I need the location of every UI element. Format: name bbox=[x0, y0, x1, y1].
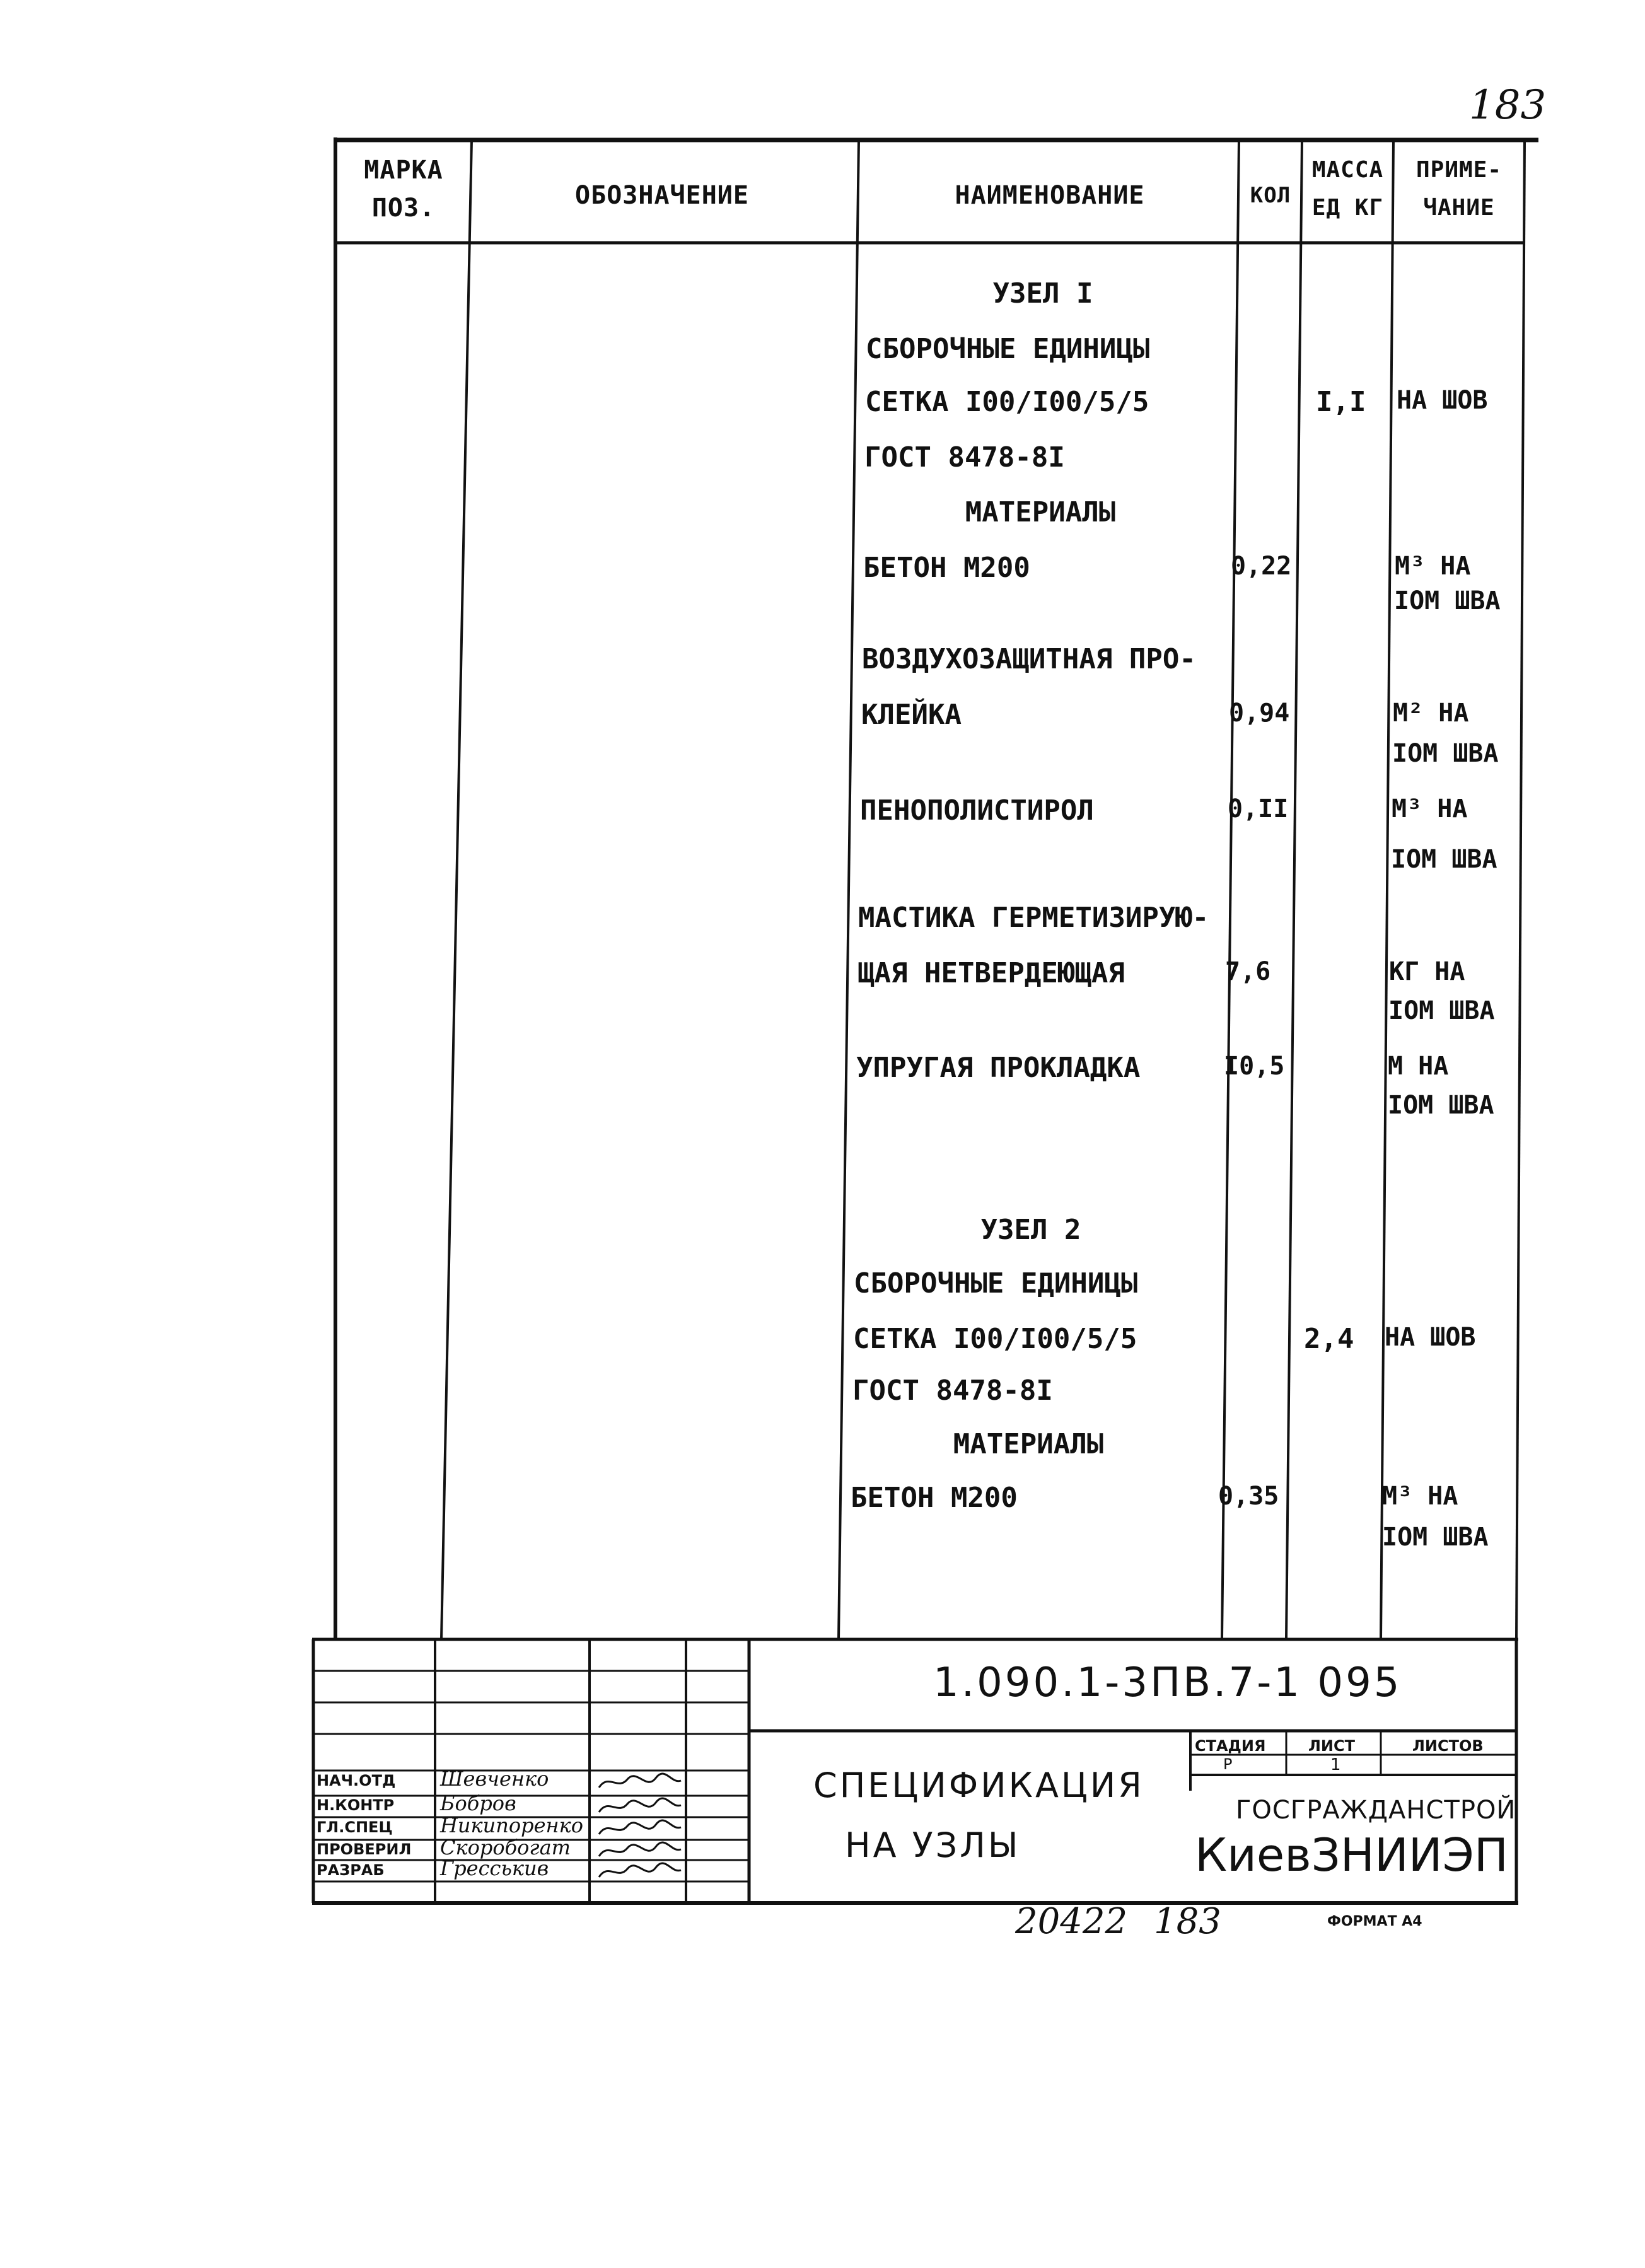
spec-item-name: СЕТКА I00/I00/5/5 bbox=[865, 386, 1149, 418]
handwritten-signature bbox=[596, 1772, 684, 1793]
signature-role: Н.КОНТР bbox=[317, 1796, 395, 1814]
spec-item-mass: I,I bbox=[1316, 386, 1366, 418]
spec-item-note: М НА bbox=[1388, 1052, 1449, 1081]
spec-item-name: ПЕНОПОЛИСТИРОЛ bbox=[860, 794, 1094, 827]
spec-item-note: IОМ ШВА bbox=[1388, 996, 1495, 1025]
signature-role: НАЧ.ОТД bbox=[317, 1772, 396, 1789]
spec-item-qty: 7,6 bbox=[1225, 957, 1271, 986]
spec-item-note: М³ НА bbox=[1395, 552, 1471, 581]
signature-role: ГЛ.СПЕЦ bbox=[317, 1818, 393, 1836]
spec-item-name: МАТЕРИАЛЫ bbox=[953, 1428, 1104, 1460]
spec-item-mass: 2,4 bbox=[1304, 1323, 1354, 1355]
spec-item-note: IОМ ШВА bbox=[1392, 739, 1499, 768]
spec-item-name: БЕТОН М200 bbox=[851, 1482, 1018, 1514]
org-line1: ГОСГРАЖДАНСТРОЙ bbox=[1236, 1796, 1516, 1825]
stadiya-label: СТАДИЯ bbox=[1195, 1737, 1266, 1755]
header-oboznachenie: ОБОЗНАЧЕНИЕ bbox=[575, 181, 749, 210]
spec-item-name: СБОРОЧНЫЕ ЕДИНИЦЫ bbox=[854, 1267, 1138, 1300]
header-marka: МАРКА ПОЗ. bbox=[364, 156, 443, 223]
spec-item-name: УПРУГАЯ ПРОКЛАДКА bbox=[856, 1052, 1141, 1084]
spec-item-note: КГ НА bbox=[1389, 957, 1465, 986]
doc-title-line1: СПЕЦИФИКАЦИЯ bbox=[813, 1765, 1144, 1805]
spec-item-name: МАТЕРИАЛЫ bbox=[965, 496, 1116, 528]
list-value: 1 bbox=[1330, 1755, 1341, 1774]
spec-item-note: IОМ ШВА bbox=[1388, 1091, 1494, 1120]
spec-item-name: ВОЗДУХОЗАЩИТНАЯ ПРО- bbox=[862, 643, 1196, 675]
signature-person: Гресськив bbox=[440, 1856, 549, 1880]
spec-item-name: ЩАЯ НЕТВЕРДЕЮЩАЯ bbox=[857, 957, 1125, 989]
spec-item-name: СБОРОЧНЫЕ ЕДИНИЦЫ bbox=[866, 333, 1150, 365]
spec-item-qty: 0,94 bbox=[1229, 699, 1290, 728]
signature-person: Бобров bbox=[440, 1791, 516, 1815]
handwritten-signature bbox=[596, 1796, 684, 1818]
spec-item-note: М³ НА bbox=[1382, 1482, 1458, 1511]
header-primechanie: ПРИМЕ- ЧАНИЕ bbox=[1415, 157, 1503, 221]
spec-item-name: ГОСТ 8478-8I bbox=[864, 441, 1065, 474]
inventory-number: 20422 bbox=[1015, 1901, 1128, 1942]
spec-item-qty: 0,35 bbox=[1218, 1482, 1279, 1511]
spec-item-note: НА ШОВ bbox=[1397, 386, 1488, 415]
handwritten-signature bbox=[596, 1841, 684, 1862]
header-massa: МАССА ЕД КГ bbox=[1311, 157, 1384, 221]
signature-person: Шевченко bbox=[440, 1767, 549, 1791]
spec-item-name: УЗЕЛ I bbox=[992, 277, 1093, 310]
list-label: ЛИСТ bbox=[1308, 1737, 1356, 1755]
handwritten-signature bbox=[596, 1818, 684, 1840]
spec-item-note: М² НА bbox=[1393, 699, 1469, 728]
spec-item-note: НА ШОВ bbox=[1385, 1323, 1476, 1352]
spec-item-qty: 0,22 bbox=[1231, 552, 1292, 581]
spec-item-note: IОМ ШВА bbox=[1382, 1523, 1489, 1552]
signature-person: Скоробогат bbox=[440, 1835, 571, 1859]
spec-item-qty: 0,II bbox=[1228, 794, 1289, 823]
spec-item-name: МАСТИКА ГЕРМЕТИЗИРУЮ- bbox=[858, 902, 1209, 934]
doc-title-line2: НА УЗЛЫ bbox=[845, 1825, 1021, 1865]
org-line2: КиевЗНИИЭП bbox=[1195, 1829, 1509, 1881]
listov-label: ЛИСТОВ bbox=[1412, 1737, 1484, 1755]
format-label: ФОРМАТ А4 bbox=[1327, 1914, 1422, 1929]
spec-item-name: БЕТОН М200 bbox=[863, 552, 1030, 584]
header-naimenovanie: НАИМЕНОВАНИЕ bbox=[955, 181, 1145, 210]
header-kol: КОЛ bbox=[1250, 183, 1291, 208]
handwritten-signature bbox=[596, 1861, 684, 1883]
signature-role: РАЗРАБ bbox=[317, 1861, 385, 1879]
spec-item-name: СЕТКА I00/I00/5/5 bbox=[853, 1323, 1137, 1355]
stadiya-value: Р bbox=[1223, 1755, 1233, 1773]
spec-item-qty: I0,5 bbox=[1224, 1052, 1285, 1081]
signature-person: Никипоренко bbox=[440, 1813, 583, 1837]
footer-page: 183 bbox=[1154, 1901, 1221, 1942]
page-number: 183 bbox=[1469, 82, 1547, 129]
spec-item-name: ГОСТ 8478-8I bbox=[852, 1375, 1053, 1407]
spec-item-name: УЗЕЛ 2 bbox=[980, 1214, 1081, 1246]
spec-item-name: КЛЕЙКА bbox=[861, 699, 962, 731]
doc-code: 1.090.1-3ПВ.7-1 095 bbox=[933, 1660, 1402, 1706]
spec-item-note: IОМ ШВА bbox=[1391, 845, 1497, 874]
spec-item-note: М³ НА bbox=[1392, 794, 1468, 823]
signature-role: ПРОВЕРИЛ bbox=[317, 1841, 412, 1858]
spec-item-note: IОМ ШВА bbox=[1394, 586, 1501, 615]
